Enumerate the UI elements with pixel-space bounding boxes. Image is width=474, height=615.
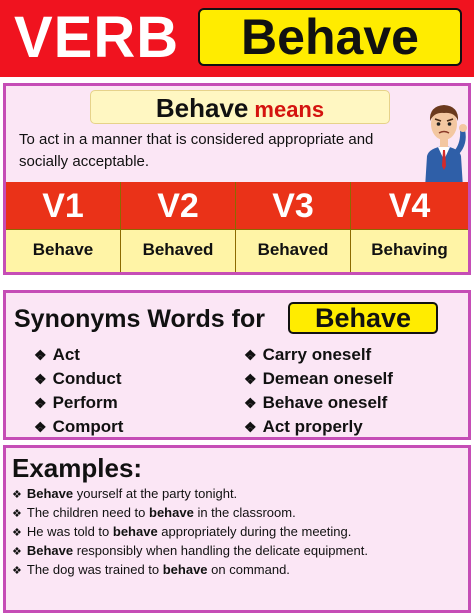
verb-label: VERB	[14, 5, 180, 70]
synonym-item: ❖ Act properly	[244, 417, 363, 436]
means-heading	[90, 90, 390, 124]
diamond-bullet-icon: ❖	[12, 508, 22, 520]
synonyms-title: Synonyms Words for	[14, 305, 265, 333]
confused-man-icon	[419, 94, 469, 189]
diamond-bullet-icon: ❖	[12, 489, 22, 501]
diamond-bullet-icon: ❖	[34, 395, 47, 411]
synonym-item: ❖ Carry oneself	[244, 345, 372, 364]
form-value: Behaved	[236, 230, 350, 272]
synonym-item: ❖ Behave oneself	[244, 393, 388, 412]
form-value: Behave	[6, 230, 120, 272]
page-title: Behave	[198, 8, 462, 66]
diamond-bullet-icon: ❖	[244, 419, 257, 435]
examples-title: Examples:	[12, 453, 143, 483]
diamond-bullet-icon: ❖	[12, 546, 22, 558]
means-label: means	[254, 97, 325, 122]
examples-panel	[3, 445, 471, 613]
diamond-bullet-icon: ❖	[244, 395, 257, 411]
form-column-v1	[6, 182, 121, 272]
meaning-panel	[3, 83, 471, 275]
synonym-item: ❖ Comport	[34, 417, 124, 436]
synonym-item: ❖ Perform	[34, 393, 118, 412]
form-column-v3	[236, 182, 351, 272]
example-sentence: ❖ Behave responsibly when handling the delicate equipment.	[12, 543, 368, 558]
form-column-v4	[351, 182, 468, 272]
diamond-bullet-icon: ❖	[34, 371, 47, 387]
verb-forms-table	[6, 182, 468, 272]
form-head: V2	[121, 182, 235, 230]
form-head: V1	[6, 182, 120, 230]
diamond-bullet-icon: ❖	[12, 527, 22, 539]
example-sentence: ❖ The children need to behave in the classroom.	[12, 505, 296, 520]
form-head: V3	[236, 182, 350, 230]
means-word: Behave	[155, 93, 249, 123]
form-value: Behaved	[121, 230, 235, 272]
example-sentence: ❖ The dog was trained to behave on command.	[12, 562, 290, 577]
example-sentence: ❖ He was told to behave appropriately during the meeting.	[12, 524, 352, 539]
diamond-bullet-icon: ❖	[244, 371, 257, 387]
synonyms-panel	[3, 290, 471, 440]
diamond-bullet-icon: ❖	[34, 419, 47, 435]
header-banner	[0, 0, 474, 77]
form-column-v2	[121, 182, 236, 272]
synonym-item: ❖ Demean oneself	[244, 369, 393, 388]
synonym-item: ❖ Conduct	[34, 369, 122, 388]
synonyms-word: Behave	[288, 302, 438, 334]
diamond-bullet-icon: ❖	[12, 565, 22, 577]
diamond-bullet-icon: ❖	[244, 347, 257, 363]
definition-text: To act in a manner that is considered appropriate and socially acceptable.	[19, 131, 374, 170]
form-head: V4	[351, 182, 468, 230]
diamond-bullet-icon: ❖	[34, 347, 47, 363]
example-sentence: ❖ Behave yourself at the party tonight.	[12, 486, 238, 501]
synonym-item: ❖ Act	[34, 345, 80, 364]
form-value: Behaving	[351, 230, 468, 272]
